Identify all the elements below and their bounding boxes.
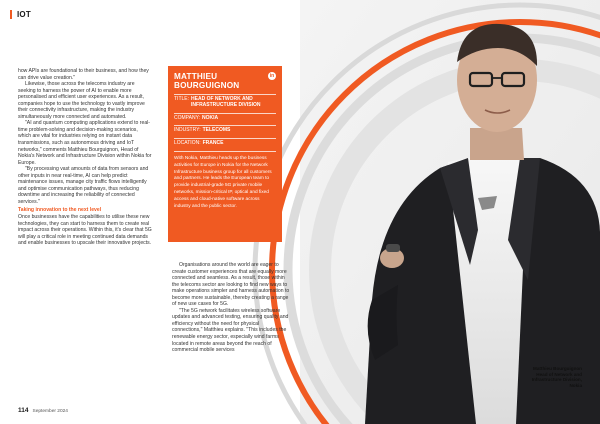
page-footer <box>18 407 68 414</box>
caption-line: Nokia <box>569 382 582 388</box>
photo-caption <box>512 366 582 388</box>
profile-company-row <box>174 113 276 122</box>
profile-card <box>168 66 282 242</box>
profile-title-row <box>174 94 276 109</box>
article-column-1 <box>18 68 152 247</box>
location-label: LOCATION: <box>174 140 201 147</box>
caption-line: Infrastructure Division, <box>531 377 582 383</box>
profile-bio: With Nokia, Matthieu heads up the business activities for Europe in Nokia for the Network Infrastructure business group for all customers and partners. He leads the European team to provide industrial-grade 5G private mobile networks, mission-critical IP, optical and fixed access and cloud-native software across industry and the public sector. <box>174 151 276 210</box>
paragraph: "By processing vast amounts of data from sensors and other inputs in near real-time, AI can help predict maintenance issues, manage city traffic flows intelligently and optimise communication pathways, thus reducing downtime and increasing the reliability of connected services." <box>18 166 149 205</box>
paragraph: how APIs are foundational to their business, and how they can drive value creation." <box>18 68 149 81</box>
article-column-2 <box>172 262 290 354</box>
title-value: HEAD OF NETWORK AND INFRASTRUCTURE DIVISION <box>191 96 261 108</box>
title-label: TITLE: <box>174 96 190 102</box>
paragraph: Organisations around the world are eager to create customer experiences that are equally more connected and seamless. As a result, those within the telecoms sector are looking to find new ways to make operations simpler and harness automation to become more sustainable, thereby creating a range of new use cases for 5G. <box>172 262 290 308</box>
profile-name: MATTHIEU BOURGUIGNON <box>174 72 240 90</box>
linkedin-icon[interactable]: in <box>269 73 275 79</box>
caption-line: Head of Network and <box>536 371 582 377</box>
company-label: COMPANY: <box>174 114 201 121</box>
paragraph: "AI and quantum computing applications extend to real-time problem-solving and decision-making scenarios, which are vital for industries relying on instant data transmissions, such as autonomous driving and IoT networks," comments Matthieu Bourguignon, Head of Nokia's Network and Infrastructure Division within Nokia for Europe. <box>18 120 152 166</box>
section-header <box>10 10 31 19</box>
industry-label: INDUSTRY: <box>174 127 201 134</box>
paragraph: "The 5G network facilitates wireless software updates and advanced testing, ensuring quality and efficiency without the need for physical connections," Matthieu explains. "This includes the renewable energy sector, especially wind farms located in remote areas beyond the reach of commercial mobile services <box>172 307 289 354</box>
accent-bar <box>10 10 12 19</box>
profile-industry-row <box>174 125 276 134</box>
industry-value: TELECOMS <box>202 127 231 134</box>
issue-date: September 2024 <box>32 409 68 414</box>
page-number: 114 <box>18 407 29 414</box>
section-title: IOT <box>17 10 31 19</box>
paragraph: Likewise, those across the telecoms industry are seeking to harness the power of AI to enable more personalised and efficient user experiences. As a result, companies hope to use the technology to vastly improve their connectivity infrastructure, making the industry simultaneously more connected and automated. <box>18 81 145 120</box>
paragraph: Once businesses have the capabilities to utilise these new technologies, they can start to harness them to create real impact across their operations. Within this, it's clear that 5G will play a critical role in meeting continued data demands and enable businesses to upscale their innovative projects. <box>18 214 152 247</box>
subheading: Taking innovation to the next level <box>18 207 102 214</box>
caption-line: Matthieu Bourguignon <box>533 366 582 371</box>
location-value: FRANCE <box>202 140 224 147</box>
company-value: NOKIA <box>202 114 219 121</box>
profile-location-row <box>174 138 276 147</box>
